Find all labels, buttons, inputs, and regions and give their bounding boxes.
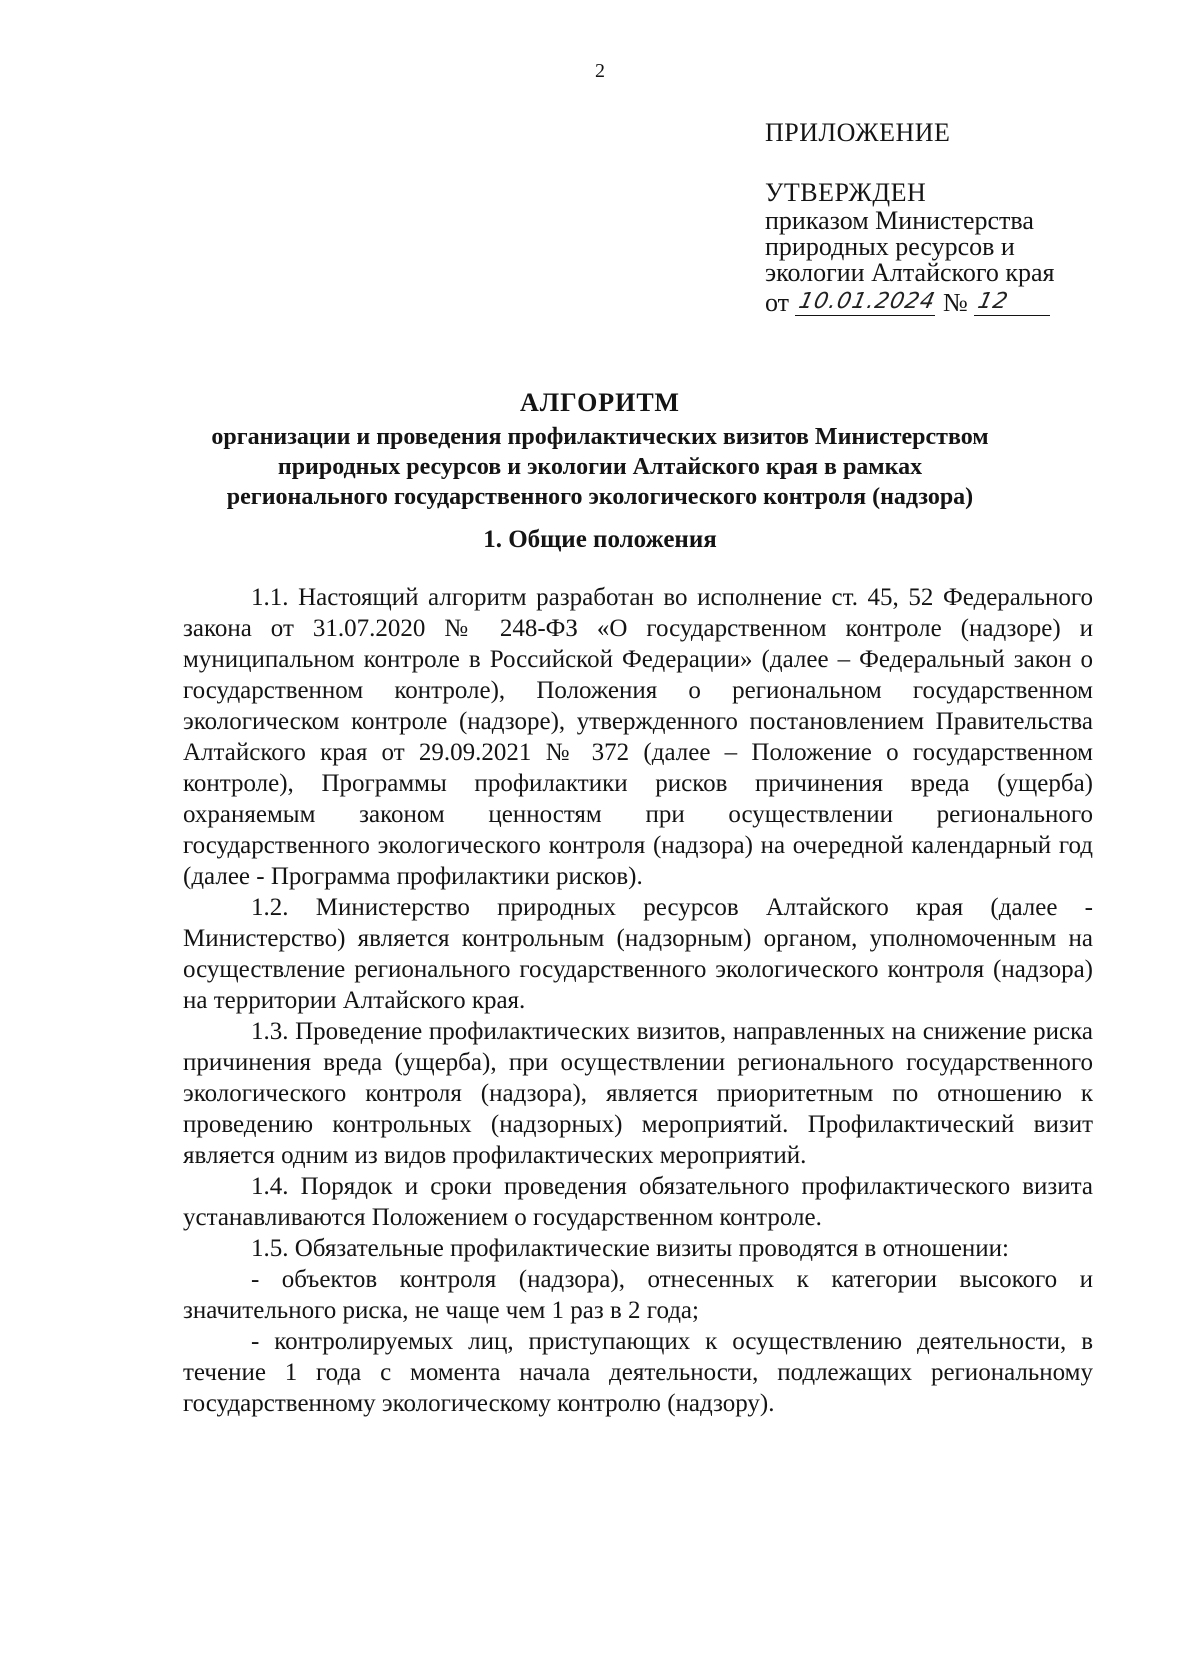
approved-label: УТВЕРЖДЕН xyxy=(765,178,927,207)
title-line: организации и проведения профилактических визитов Министерством xyxy=(211,424,989,450)
approval-line: природных ресурсов и xyxy=(765,232,1015,261)
order-number-field xyxy=(974,291,1050,316)
handwritten-number: 12 xyxy=(975,289,1011,314)
page-number: 2 xyxy=(595,60,605,82)
list-item: - контролируемых лиц, приступающих к осуществлению деятельности, в течение 1 года с момента начала деятельности, подлежащих региональному государственному экологическому контролю (надзору). xyxy=(183,1328,1093,1417)
order-date-field xyxy=(795,289,938,316)
appendix-label: ПРИЛОЖЕНИЕ xyxy=(765,118,951,147)
list-item: - объектов контроля (надзора), отнесенных к категории высокого и значительного риска, не чаще чем 1 раз в 2 года; xyxy=(183,1266,1093,1324)
paragraph-1-1: 1.1. Настоящий алгоритм разработан во исполнение ст. 45, 52 Федерального закона от 31.07.2020 № 248-ФЗ «О государственном контроле (надзоре) и муниципальном контроле в Российской Федерации» (далее – Федеральный закон о государственном контроле), Положения о региональном государственном экологическом контроле (надзоре), утвержденного постановлением Правительства Алтайского края от 29.09.2021 № 372 (далее – Положение о государственном контроле), Программы профилактики рисков причинения вреда (ущерба) охраняемым законом ценностям при осуществлении регионального государственного экологического контроля (надзора) на очередной календарный год (далее - Программа профилактики рисков). xyxy=(183,584,1093,890)
title-line: регионального государственного экологического контроля (надзора) xyxy=(226,484,974,510)
paragraph-1-4: 1.4. Порядок и сроки проведения обязательного профилактического визита устанавливаются Положением о государственном контроле. xyxy=(183,1173,1093,1231)
body-text xyxy=(183,582,1093,1419)
order-date-number-row xyxy=(765,290,1145,316)
paragraph-1-2: 1.2. Министерство природных ресурсов Алтайского края (далее - Министерство) является контрольным (надзорным) органом, уполномоченным на осуществление регионального государственного экологического контроля (надзора) на территории Алтайского края. xyxy=(183,894,1093,1014)
approval-stamp-block xyxy=(765,120,1145,316)
number-label: № xyxy=(943,288,968,317)
title-main: АЛГОРИТМ xyxy=(520,388,680,417)
section-heading: 1. Общие положения xyxy=(483,526,717,553)
paragraph-1-5: 1.5. Обязательные профилактические визиты проводятся в отношении: xyxy=(251,1235,1010,1262)
paragraph-1-3: 1.3. Проведение профилактических визитов, направленных на снижение риска причинения вреда (ущерба), при осуществлении регионального государственного экологического контроля (надзора), является приоритетным по отношению к проведению контрольных (надзорных) мероприятий. Профилактический визит является одним из видов профилактических мероприятий. xyxy=(183,1018,1093,1169)
from-label: от xyxy=(765,288,790,317)
title-line: природных ресурсов и экологии Алтайского края в рамках xyxy=(277,454,923,480)
handwritten-date: 10.01.2024 xyxy=(796,289,938,314)
approval-line: приказом Министерства xyxy=(765,206,1034,235)
approval-line: экологии Алтайского края xyxy=(765,258,1055,287)
document-title xyxy=(120,388,1080,512)
